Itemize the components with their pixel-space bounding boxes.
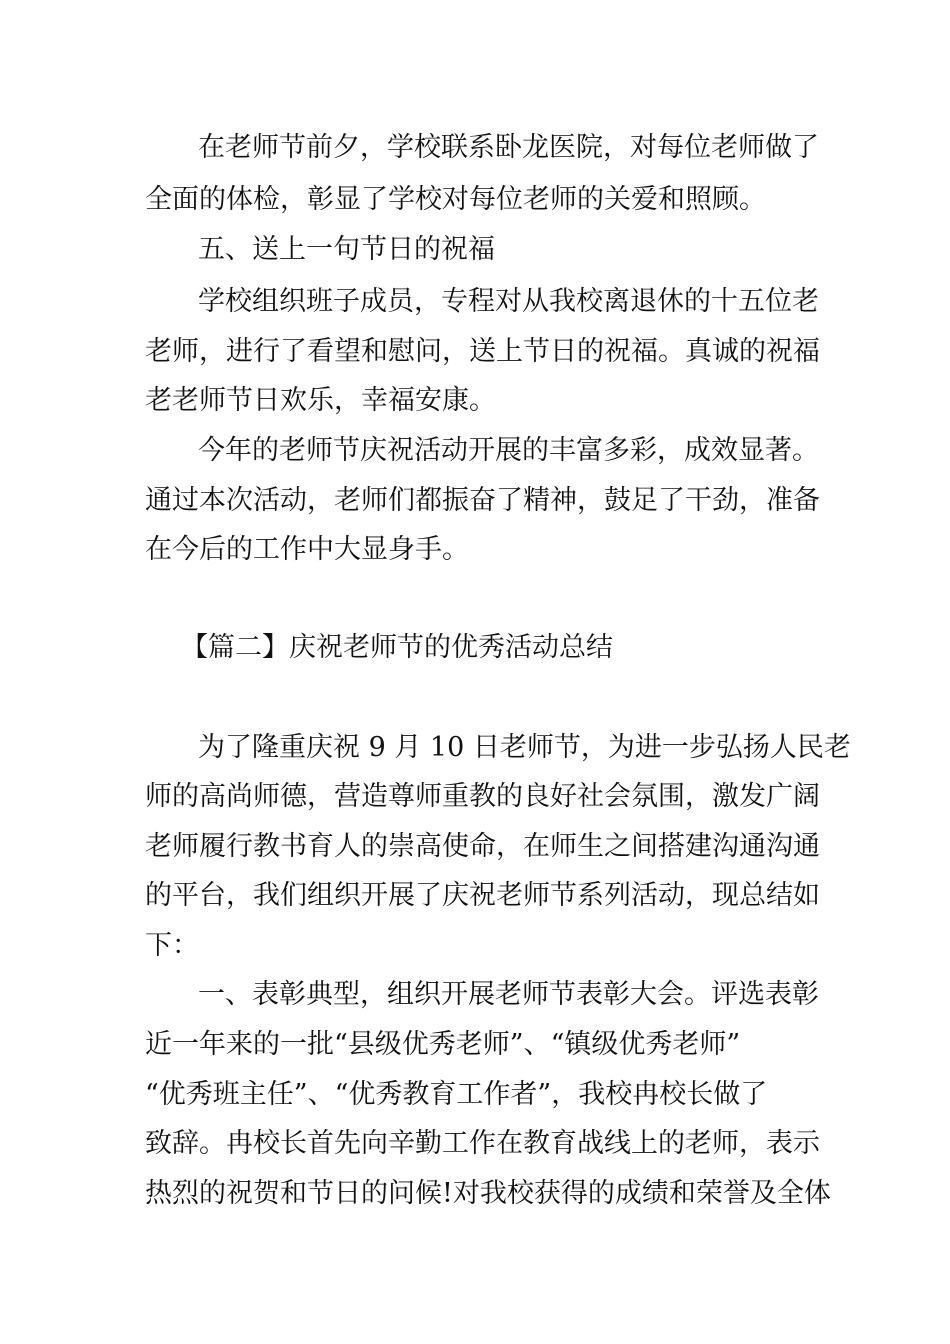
paragraph-line: 老师，进行了看望和慰问，送上节日的祝福。真诚的祝福: [145, 336, 820, 367]
paragraph-line: “优秀班主任”、“优秀教育工作者”，我校冉校长做了: [145, 1079, 768, 1110]
article-title: 【篇二】庆祝老师节的优秀活动总结: [181, 632, 613, 663]
paragraph-line: 在今后的工作中大显身手。: [145, 534, 469, 565]
paragraph-line: 近一年来的一批“县级优秀老师”、“镇级优秀老师”: [145, 1029, 741, 1060]
paragraph-line: 老师履行教书育人的崇高使命，在师生之间搭建沟通沟通: [145, 831, 820, 862]
paragraph-line: 热烈的祝贺和节日的问候!对我校获得的成绩和荣誉及全体: [145, 1178, 831, 1209]
paragraph-line: 一、表彰典型，组织开展老师节表彰大会。评选表彰: [198, 979, 819, 1010]
paragraph-line: 学校组织班子成员，专程对从我校离退休的十五位老: [198, 286, 819, 317]
paragraph-line: 今年的老师节庆祝活动开展的丰富多彩，成效显著。: [198, 435, 819, 466]
paragraph-line: 通过本次活动，老师们都振奋了精神，鼓足了干劲，准备: [145, 485, 820, 516]
paragraph-line: 全面的体检，彰显了学校对每位老师的关爱和照顾。: [145, 184, 766, 215]
section-heading: 五、送上一句节日的祝福: [198, 234, 495, 265]
paragraph-line: 老老师节日欢乐，幸福安康。: [145, 385, 496, 416]
paragraph-line: 师的高尚师德，营造尊师重教的良好社会氛围，激发广阔: [145, 781, 820, 812]
paragraph-line: 下：: [145, 930, 199, 961]
paragraph-line: 致辞。冉校长首先向辛勤工作在教育战线上的老师，表示: [145, 1128, 820, 1159]
paragraph-line: 在老师节前夕，学校联系卧龙医院，对每位老师做了: [198, 132, 819, 163]
paragraph-line: 为了隆重庆祝 9 月 10 日老师节，为进一步弘扬人民老: [198, 732, 851, 763]
paragraph-line: 的平台，我们组织开展了庆祝老师节系列活动，现总结如: [145, 880, 820, 911]
